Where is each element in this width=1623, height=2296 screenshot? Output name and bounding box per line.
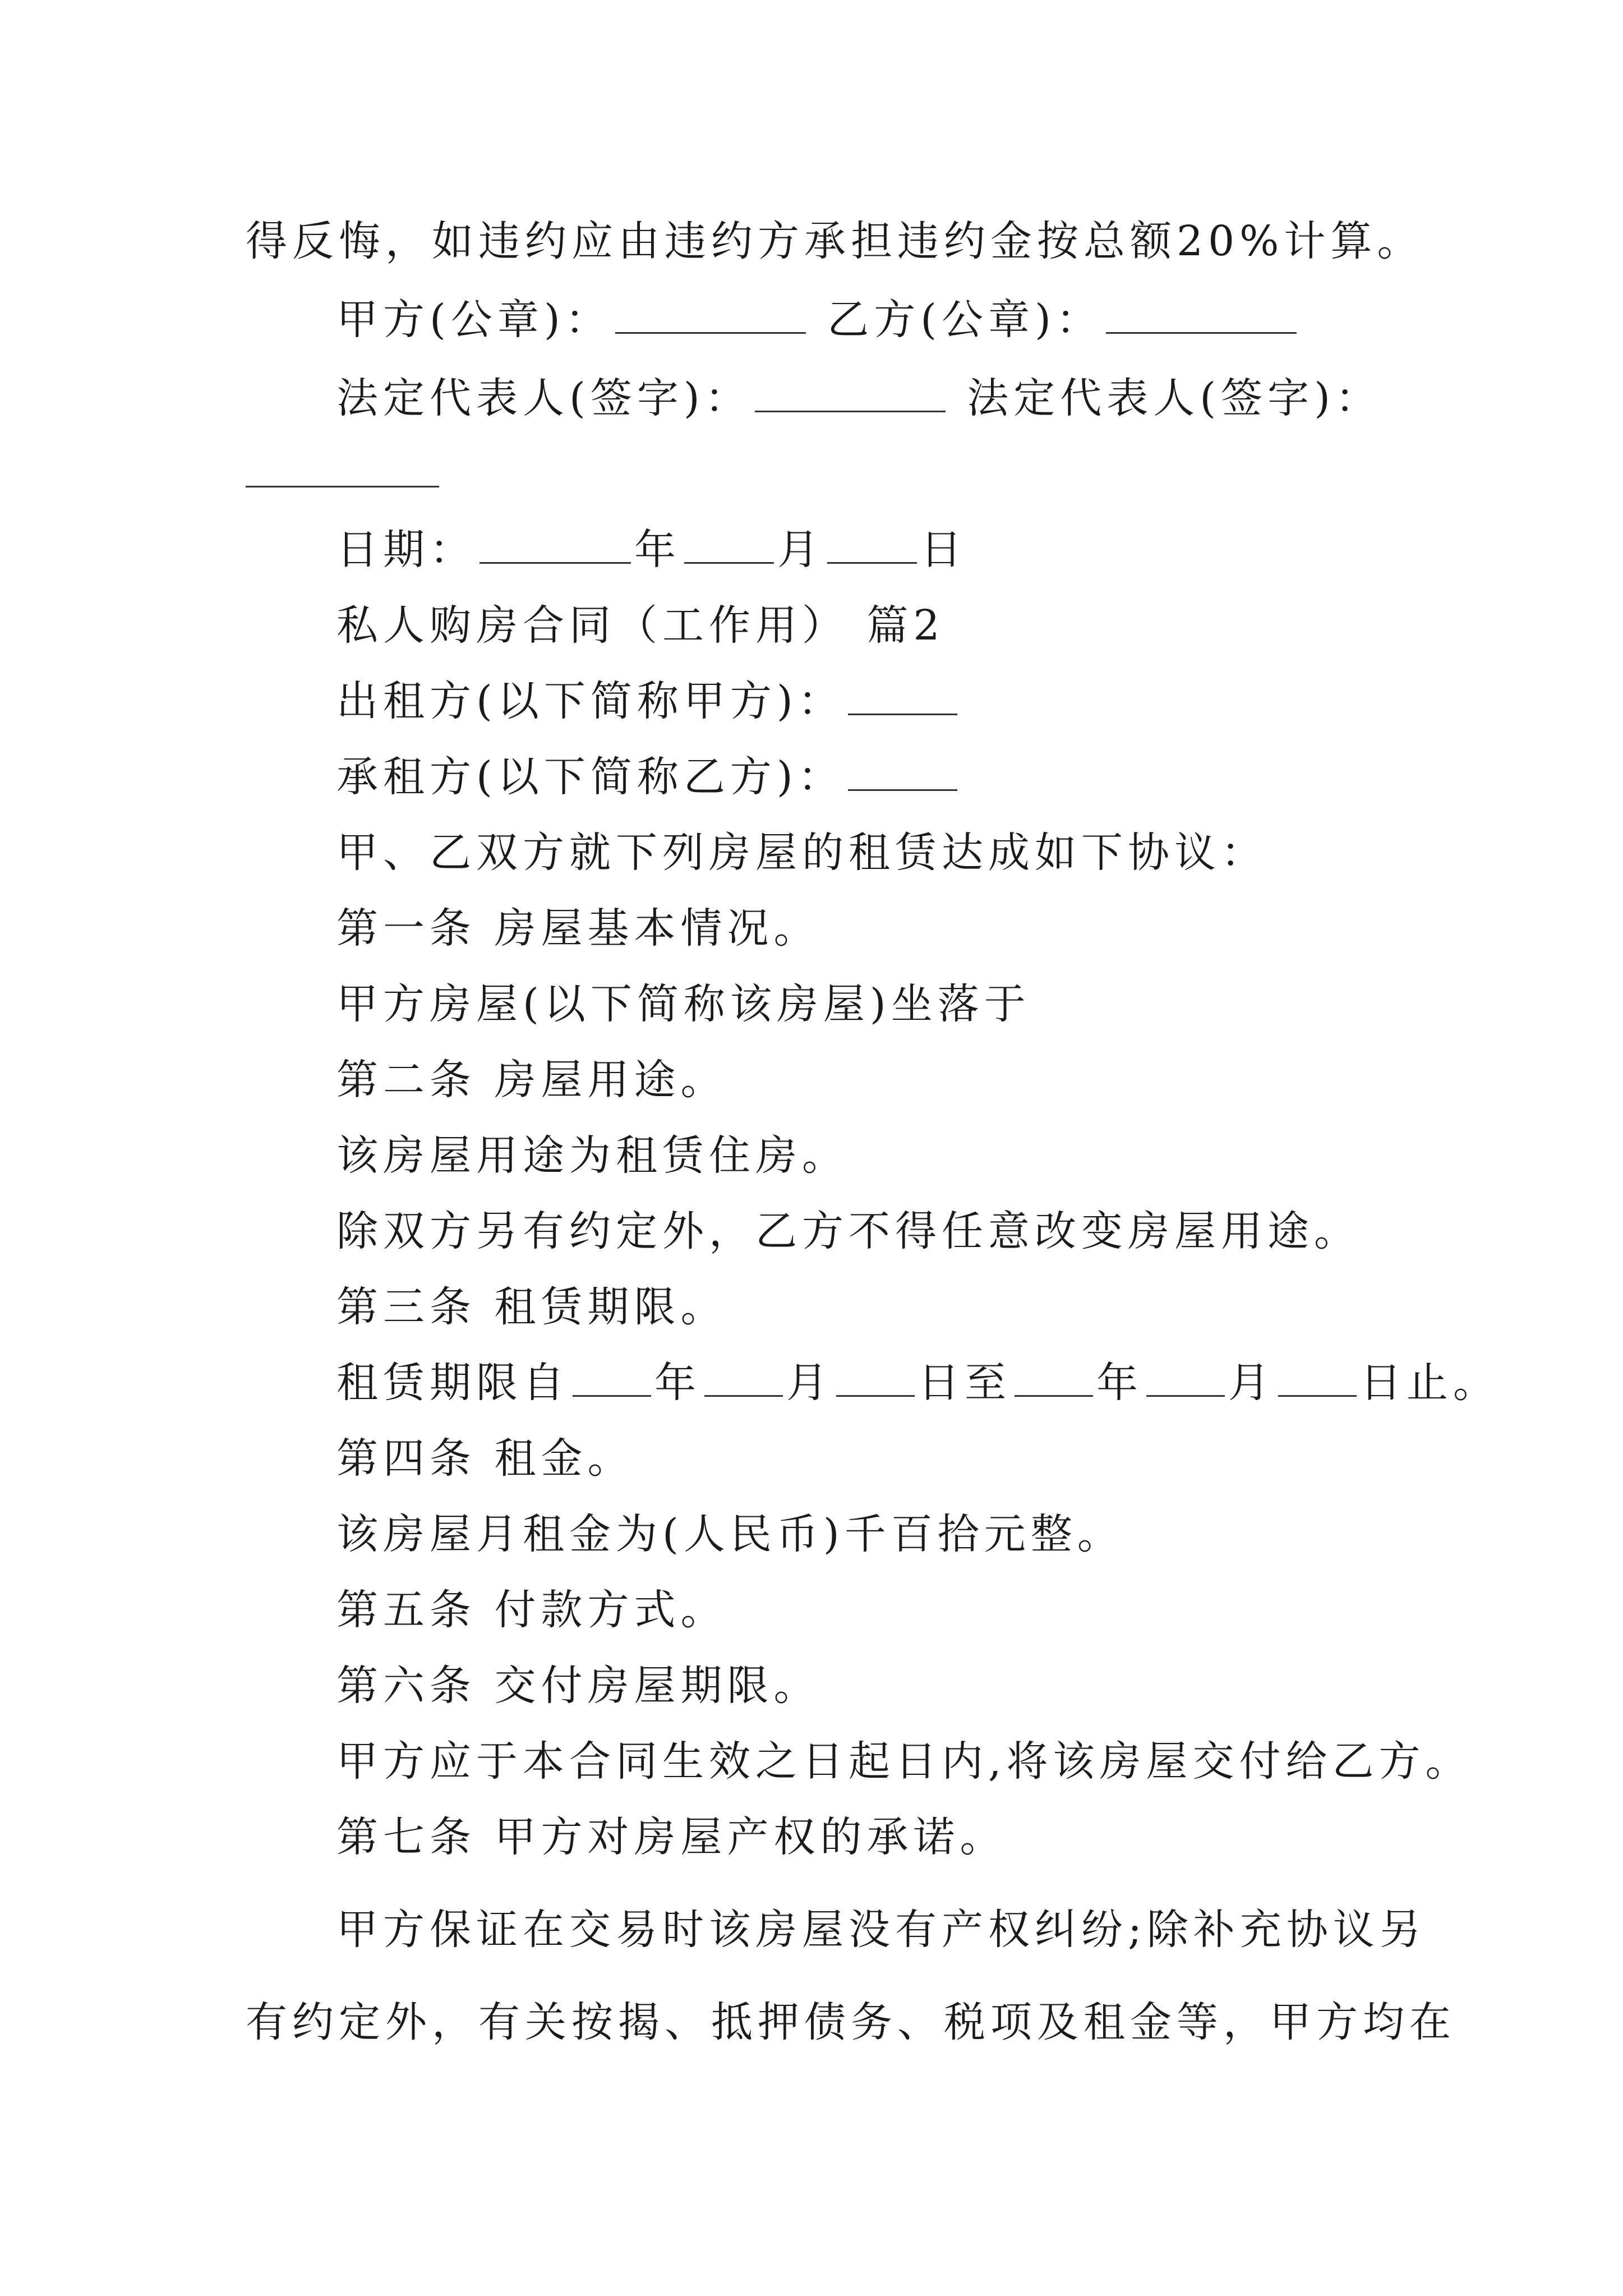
article-heading bbox=[336, 1658, 820, 1714]
day-blank bbox=[827, 527, 917, 564]
start-month-blank bbox=[704, 1360, 783, 1397]
text: 该房屋用途为租赁住房。 bbox=[336, 1131, 849, 1180]
party-b-rep-blank bbox=[246, 486, 439, 487]
end-year-text: 年 bbox=[1096, 1359, 1143, 1407]
party-a-seal-label: 甲方(公章)： bbox=[336, 296, 612, 344]
party-a-seal-blank bbox=[615, 297, 806, 334]
article-heading bbox=[336, 1809, 1007, 1865]
text: 第一条 房屋基本情况。 bbox=[336, 904, 820, 953]
text: 该房屋月租金为(人民币)千百拾元整。 bbox=[336, 1510, 1124, 1558]
party-a-rep-label: 法定代表人(签字)： bbox=[336, 374, 751, 422]
text: 第六条 交付房屋期限。 bbox=[336, 1662, 820, 1710]
signature-line-representatives bbox=[336, 370, 1382, 426]
paragraph-line bbox=[336, 976, 1031, 1032]
paragraph-line bbox=[336, 1733, 1472, 1789]
year-blank bbox=[479, 527, 631, 564]
article-heading bbox=[336, 1430, 634, 1487]
text: 第三条 租赁期限。 bbox=[336, 1283, 727, 1331]
end-month-blank bbox=[1146, 1360, 1225, 1397]
text: 得反悔，如违约应由违约方承担违约金按总额20%计算。 bbox=[246, 217, 1424, 265]
paragraph-line bbox=[336, 1506, 1124, 1562]
month-text: 月 bbox=[777, 526, 824, 574]
article-heading bbox=[336, 1052, 727, 1108]
paragraph-line bbox=[336, 825, 1267, 881]
paragraph-line bbox=[336, 1128, 849, 1184]
paragraph-line bbox=[336, 1203, 1361, 1259]
article-heading bbox=[336, 900, 820, 956]
paragraph-line bbox=[246, 1994, 1456, 2050]
end-month-text: 月 bbox=[1228, 1359, 1275, 1407]
text: 甲方应于本合同生效之日起日内,将该房屋交付给乙方。 bbox=[336, 1737, 1472, 1786]
day-text: 日 bbox=[920, 526, 967, 574]
paragraph-line bbox=[336, 1902, 1426, 1958]
text: 第二条 房屋用途。 bbox=[336, 1056, 727, 1104]
lessor-label: 出租方(以下简称甲方)： bbox=[336, 677, 845, 725]
term-label: 租赁期限自 bbox=[336, 1359, 569, 1407]
signature-line-seals bbox=[336, 292, 1300, 348]
article-heading bbox=[336, 1279, 727, 1335]
party-b-rep-label: 法定代表人(签字)： bbox=[967, 374, 1382, 422]
text: 第七条 甲方对房屋产权的承诺。 bbox=[336, 1813, 1007, 1861]
year-text: 年 bbox=[634, 526, 681, 574]
start-month-text: 月 bbox=[786, 1359, 833, 1407]
start-year-text: 年 bbox=[654, 1359, 701, 1407]
lessee-blank bbox=[848, 754, 957, 791]
section-heading bbox=[336, 597, 945, 654]
paragraph-line bbox=[246, 213, 1423, 269]
text: 除双方另有约定外，乙方不得任意改变房屋用途。 bbox=[336, 1207, 1361, 1255]
party-a-rep-blank bbox=[755, 376, 946, 412]
text: 第五条 付款方式。 bbox=[336, 1586, 727, 1634]
article-heading bbox=[336, 1582, 727, 1638]
text: 甲、乙双方就下列房屋的租赁达成如下协议： bbox=[336, 829, 1267, 877]
start-day-text: 日至 bbox=[918, 1359, 1011, 1407]
lessee-label: 承租方(以下简称乙方)： bbox=[336, 753, 845, 801]
party-b-seal-label: 乙方(公章)： bbox=[827, 296, 1103, 344]
end-day-blank bbox=[1278, 1360, 1357, 1397]
lease-term-line bbox=[336, 1355, 1500, 1411]
lessor-line bbox=[336, 673, 961, 729]
start-year-blank bbox=[573, 1360, 651, 1397]
text: 甲方房屋(以下简称该房屋)坐落于 bbox=[336, 980, 1031, 1028]
party-b-seal-blank bbox=[1106, 297, 1297, 334]
start-day-blank bbox=[836, 1360, 915, 1397]
heading-text: 私人购房合同（工作用） 篇2 bbox=[336, 601, 945, 650]
month-blank bbox=[684, 527, 774, 564]
lessee-line bbox=[336, 749, 961, 805]
end-year-blank bbox=[1015, 1360, 1093, 1397]
text: 甲方保证在交易时该房屋没有产权纠纷;除补充协议另 bbox=[336, 1906, 1426, 1954]
end-day-text: 日止。 bbox=[1360, 1359, 1500, 1407]
text: 第四条 租金。 bbox=[336, 1434, 634, 1483]
date-line bbox=[336, 522, 967, 578]
lessor-blank bbox=[848, 679, 957, 715]
text: 有约定外，有关按揭、抵押债务、税项及租金等，甲方均在 bbox=[246, 1998, 1456, 2046]
date-label: 日期： bbox=[336, 526, 476, 574]
